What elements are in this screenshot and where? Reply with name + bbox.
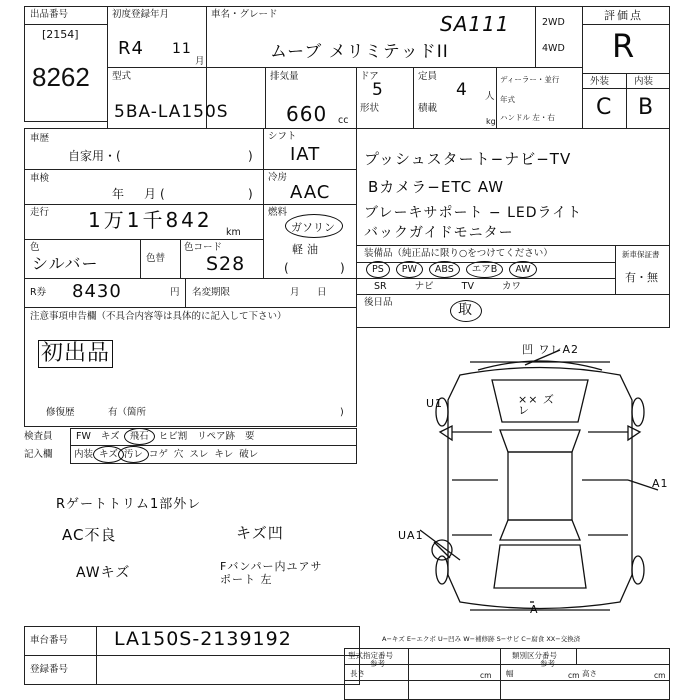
repair-close: )	[340, 407, 344, 418]
name-change-label: 名変期限	[192, 287, 231, 298]
capacity-value: 4	[456, 80, 468, 100]
equipment-item-3: エアB	[471, 264, 498, 275]
drive-4wd: 4WD	[542, 43, 565, 54]
load-label: 積載	[418, 103, 438, 114]
sales-line-4: バックガイドモニター	[364, 225, 514, 241]
inspector-item-1: キズ	[100, 431, 120, 442]
first-reg-month: 11	[172, 41, 192, 57]
name-change-value: 月 日	[290, 287, 331, 298]
first-reg-year: R4	[118, 38, 144, 59]
exterior-grade: C	[596, 95, 613, 120]
inspector-item-3: ヒビ割	[158, 431, 188, 442]
aircon-value: AAC	[290, 182, 331, 203]
cm-unit-1: cm	[480, 671, 492, 680]
entry-item-0: 内装	[74, 449, 94, 460]
drive-cell	[535, 6, 583, 68]
entry-item-circle-2	[118, 446, 149, 463]
fuel-value: ガソリン	[291, 221, 335, 234]
equipment-label: 装備品（純正品に限り○をつけてください）	[364, 248, 553, 259]
capacity-label: 定員	[418, 71, 438, 82]
entry-item-2: 汚レ	[123, 449, 143, 460]
diagram-mark-left-ua1: UA1	[398, 529, 424, 542]
docs-label: 後日品	[364, 297, 393, 308]
cc-unit: cc	[338, 115, 349, 126]
recycle-label: R券	[30, 287, 47, 298]
sales-line-3: ブレーキサポート − LEDライト	[364, 205, 583, 221]
history-cell	[24, 128, 264, 170]
equipment-item-circle-4	[509, 261, 536, 278]
warranty-label: 新車保証書	[622, 250, 660, 259]
note-line-3: キズ凹	[236, 524, 284, 542]
equipment-item-4: AW	[515, 264, 531, 275]
docs-cell	[356, 294, 670, 328]
model-value: 5BA-LA150S	[114, 102, 229, 122]
width-label: 幅	[506, 669, 514, 678]
entry-item-1: キズ	[99, 449, 118, 460]
note-line-1: Rゲートトリム1部外レ	[56, 497, 202, 512]
diagram-mark-xx: ×× ズレ	[518, 393, 555, 417]
notes-label: 注意事項申告欄（不具合内容等は具体的に記入して下さい）	[30, 311, 287, 322]
model-code-written: SA111	[440, 12, 510, 36]
interior-grade: B	[638, 95, 655, 120]
equipment-item-b-3: カワ	[501, 281, 521, 292]
docs-value: 取	[458, 302, 473, 318]
repair-label: 修復歴	[46, 407, 75, 418]
exterior-label: 外装	[590, 76, 610, 87]
handle-label: ハンドル 左・右	[500, 113, 555, 122]
color-label: 色	[30, 242, 40, 253]
ref-number: [2154]	[42, 28, 79, 41]
first-listing: 初出品	[38, 340, 113, 368]
fuel-paren-open: (	[284, 261, 289, 275]
reg-cell	[24, 655, 360, 685]
inspector-item-circle-2	[124, 428, 155, 445]
first-reg-label: 初度登録年月	[112, 9, 170, 20]
color-value: シルバー	[32, 254, 99, 273]
lot-number: 8262	[32, 62, 90, 92]
note-line-2: AC不良	[62, 526, 117, 544]
rating-value: R	[612, 27, 636, 65]
entry-item-4: 穴	[173, 449, 184, 460]
equipment-item-circle-2	[429, 261, 460, 278]
reference-label: 参考	[370, 659, 385, 668]
diagram-legend: A−キズ E−エクボ U−凹み W−補修跡 S−サビ C−腐食 XX−交換済	[382, 635, 581, 643]
history-close: )	[248, 149, 253, 163]
entry-item-7: 破レ	[239, 449, 259, 460]
model-spec-label: 型式指定番号	[348, 651, 393, 660]
yen-unit: 円	[170, 287, 180, 298]
equipment-item-b-0: SR	[374, 281, 387, 292]
vehicle-diagram	[400, 340, 680, 630]
interior-label: 内装	[634, 76, 654, 87]
model-label: 型式	[112, 71, 132, 82]
diagram-mark-front-left: U1	[426, 397, 444, 410]
inspection-label: 車検	[30, 173, 50, 184]
shift-value: IAT	[290, 144, 321, 165]
diagram-top-note: 凹 ワレA2	[522, 343, 580, 356]
note-line-5: Fバンパー内ユアサポート 左	[220, 560, 323, 587]
drive-2wd: 2WD	[542, 17, 565, 28]
model-year-label: 年式	[500, 95, 515, 104]
mileage-label: 走行	[30, 207, 50, 218]
shape-label: 形状	[360, 103, 380, 114]
length-label: 長さ	[350, 669, 365, 678]
entry-item-6: キレ	[214, 449, 234, 460]
diagram-mark-right-a1: A1	[652, 477, 669, 490]
equipment-item-circle-1	[396, 261, 423, 278]
mileage-value: 1万1千842	[88, 208, 213, 232]
fuel-label: 燃料	[268, 207, 288, 218]
warranty-value: 有・無	[625, 271, 658, 284]
aircon-label: 冷房	[268, 172, 288, 183]
inspector-item-5: 要	[245, 431, 255, 442]
car-name-label: 車名・グレード	[211, 9, 278, 20]
doors-label: ドア	[360, 71, 379, 82]
displacement-value: 660	[286, 102, 328, 126]
equipment-item-b-1: ナビ	[414, 281, 434, 292]
equipment-item-0: PS	[372, 264, 384, 275]
entry-item-5: スレ	[189, 449, 209, 460]
inspector-label: 検査員	[24, 431, 53, 442]
inspector-item-0: FW	[76, 431, 91, 442]
doors-value: 5	[372, 80, 384, 100]
color-code-value: S28	[206, 253, 246, 275]
displacement-label: 排気量	[270, 71, 299, 82]
chassis-value: LA150S-2139192	[114, 628, 292, 650]
fuel-alt: 軽油	[292, 243, 322, 256]
km-unit: km	[226, 227, 241, 238]
equipment-item-2: ABS	[434, 264, 454, 275]
diagram-mark-bottom-a: A	[530, 603, 539, 616]
note-line-4: AWキズ	[76, 565, 131, 581]
color-change-label: 色替	[146, 253, 166, 264]
inspection-value: 年 月(	[112, 187, 169, 201]
equipment-item-1: PW	[401, 264, 417, 275]
equipment-item-circle-0	[366, 261, 390, 278]
entry-item-3: コゲ	[148, 449, 168, 460]
fuel-paren-close: )	[340, 261, 345, 275]
reg-label: 登録番号	[30, 664, 69, 675]
equipment-item-b-2: TV	[461, 281, 474, 292]
dealer-label: ディーラー・並行	[500, 75, 560, 84]
category-label: 類別区分番号	[512, 651, 557, 660]
cm-unit-2: cm	[568, 671, 580, 680]
car-name-written: ムーブ メリミテッドII	[270, 42, 449, 62]
rating-label: 評価点	[604, 9, 643, 22]
inspection-close: )	[248, 187, 253, 201]
recycle-value: 8430	[72, 281, 122, 302]
height-label: 高さ	[582, 669, 597, 678]
kg-unit: kg	[486, 117, 496, 126]
month-unit: 月	[195, 56, 205, 67]
inspector-item-4: リペア跡	[197, 431, 236, 442]
chassis-label: 車台番号	[30, 635, 69, 646]
color-code-label: 色コード	[184, 242, 223, 253]
history-label: 車歴	[30, 133, 50, 144]
sales-line-2: Bカメラ−ETC AW	[368, 178, 505, 196]
entry-label: 記入欄	[24, 449, 53, 460]
reference-label-2: 参考	[540, 659, 555, 668]
equipment-item-circle-3	[466, 261, 504, 278]
lot-label: 出品番号	[30, 9, 69, 20]
history-value: 自家用・(	[68, 149, 121, 163]
cm-unit-3: cm	[654, 671, 666, 680]
person-unit: 人	[485, 91, 495, 102]
sales-line-1: プッシュスタート−ナビ−TV	[364, 150, 572, 168]
inspector-item-2: 飛石	[129, 431, 149, 442]
repair-value: 有（箇所	[108, 407, 147, 418]
shift-label: シフト	[268, 131, 297, 142]
